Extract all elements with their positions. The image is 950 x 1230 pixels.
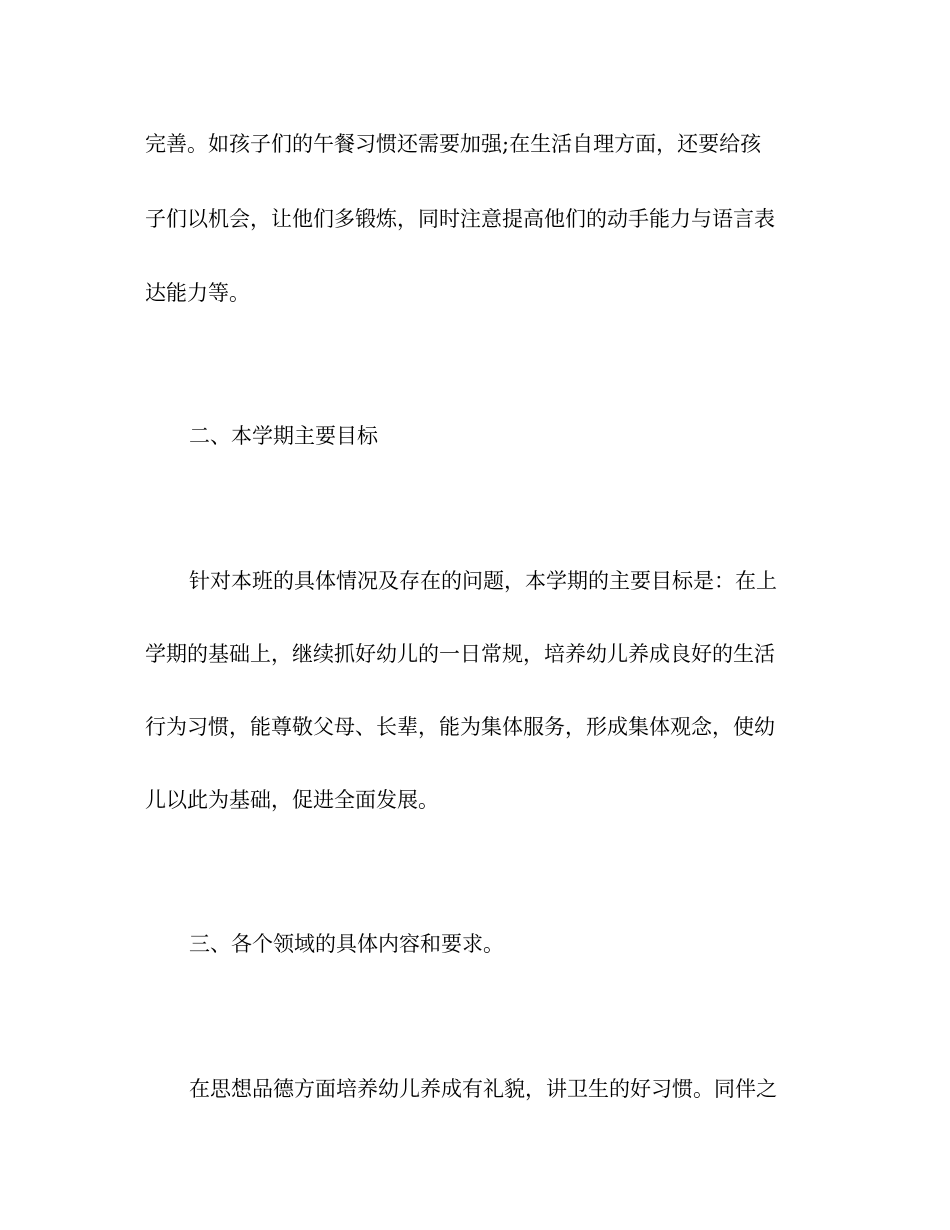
paragraph-line: 达能力等。: [145, 281, 250, 305]
paragraph-line: 在思想品德方面培养幼儿养成有礼貌，讲卫生的好习惯。同伴之: [189, 1077, 777, 1101]
paragraph-line: 学期的基础上，继续抓好幼儿的一日常规，培养幼儿养成良好的生活: [145, 642, 775, 666]
section-heading: 二、本学期主要目标: [189, 424, 378, 448]
section-heading: 三、各个领域的具体内容和要求。: [189, 932, 504, 956]
paragraph-line: 子们以机会，让他们多锻炼，同时注意提高他们的动手能力与语言表: [145, 207, 775, 231]
paragraph-line: 完善。如孩子们的午餐习惯还需要加强;在生活自理方面，还要给孩: [145, 132, 762, 156]
paragraph-line: 针对本班的具体情况及存在的问题，本学期的主要目标是：在上: [189, 569, 777, 593]
paragraph-line: 儿以此为基础，促进全面发展。: [145, 788, 439, 812]
paragraph-line: 行为习惯，能尊敬父母、长辈，能为集体服务，形成集体观念，使幼: [145, 715, 775, 739]
